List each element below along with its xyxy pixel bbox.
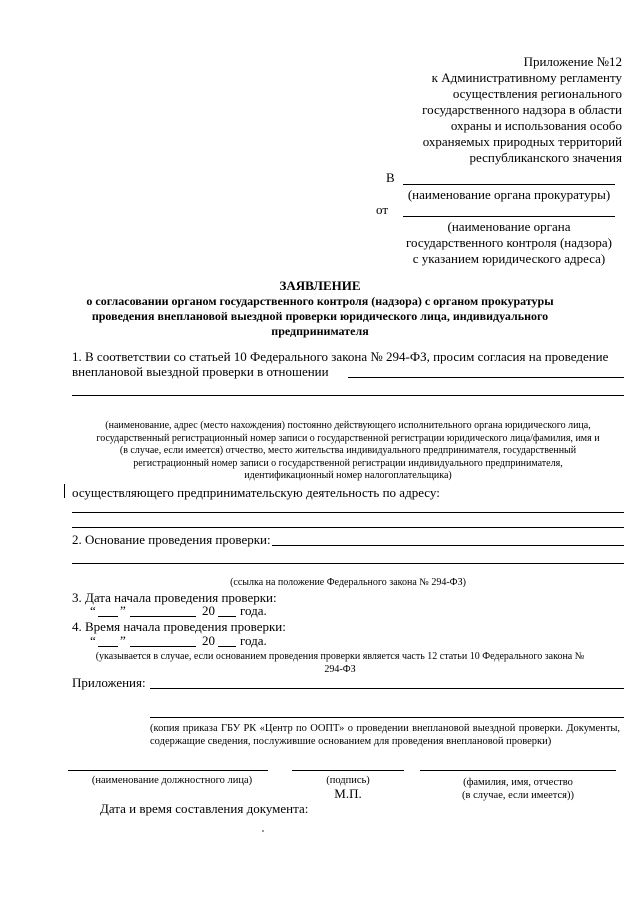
date-quote-open: “ bbox=[90, 603, 96, 618]
time-year-field[interactable] bbox=[218, 646, 236, 647]
section1-line2: внеплановой выездной проверки в отношении bbox=[72, 364, 329, 379]
from-label: от bbox=[376, 202, 389, 217]
basis-field[interactable] bbox=[72, 563, 624, 564]
year-suffix: года. bbox=[240, 603, 267, 618]
activity-address-field[interactable] bbox=[72, 512, 624, 513]
subtitle-line: о согласовании органом государственного контроля (надзора) с органом прокуратуры bbox=[86, 294, 554, 308]
activity-address-field-2[interactable] bbox=[72, 527, 624, 528]
authority-caption-line: с указанием юридического адреса) bbox=[412, 251, 606, 266]
scan-speck bbox=[262, 830, 264, 832]
appendix-header bbox=[322, 54, 622, 166]
to-label: В bbox=[386, 170, 395, 185]
appendix-line: осуществления регионального bbox=[452, 86, 622, 101]
appendix-line: республиканского значения bbox=[469, 150, 622, 165]
appendix-line: охраны и использования особо bbox=[450, 118, 622, 133]
section1-line1: 1. В соответствии со статьей 10 Федерального закона № 294-ФЗ, просим согласия на проведение bbox=[72, 349, 609, 364]
stamp-placeholder: М.П. bbox=[334, 786, 362, 801]
signature-field[interactable] bbox=[292, 770, 404, 771]
year-prefix: 20 bbox=[202, 603, 215, 618]
attachments-field-2[interactable] bbox=[150, 717, 624, 718]
authority-name-field[interactable] bbox=[403, 216, 615, 217]
appendix-line: Приложение №12 bbox=[523, 54, 622, 69]
basis-caption: (ссылка на положение Федерального закона № 294-ФЗ) bbox=[230, 577, 466, 588]
activity-address-label: осуществляющего предпринимательскую деятельность по адресу: bbox=[72, 485, 440, 500]
authority-caption bbox=[400, 219, 618, 267]
margin-mark bbox=[64, 484, 65, 498]
name-caption-line: (фамилия, имя, отчество bbox=[463, 777, 573, 788]
appendix-line: к Административному регламенту bbox=[431, 70, 622, 85]
name-caption-line: (в случае, если имеется)) bbox=[462, 790, 574, 801]
start-time-row bbox=[90, 633, 390, 649]
entity-caption bbox=[66, 420, 630, 483]
subtitle-line: проведения внеплановой выездной проверки юридического лица, индивидуального bbox=[91, 309, 549, 323]
authority-caption-line: государственного контроля (надзора) bbox=[406, 235, 612, 250]
inspected-entity-field-inline[interactable] bbox=[348, 377, 624, 378]
attachments-field[interactable] bbox=[150, 688, 624, 689]
time-month-field[interactable] bbox=[130, 646, 196, 647]
date-quote-close: ” bbox=[120, 603, 126, 618]
appendix-line: охраняемых природных территорий bbox=[422, 134, 622, 149]
name-caption bbox=[420, 776, 616, 802]
year-prefix: 20 bbox=[202, 633, 215, 648]
inspected-entity-field[interactable] bbox=[72, 395, 624, 396]
entity-caption-line: (в случае, если имеется) отчество, место жительства индивидуального предпринимателя, государственный bbox=[119, 445, 577, 456]
time-note-line: 294-ФЗ bbox=[324, 663, 356, 675]
time-note-line: (указывается в случае, если основанием проведения проверки является часть 12 статьи 10 Федерального закона № bbox=[95, 651, 585, 662]
prosecutor-caption: (наименование органа прокуратуры) bbox=[407, 187, 611, 202]
signature-caption: (подпись) bbox=[326, 775, 370, 786]
document-subtitle bbox=[40, 294, 600, 339]
entity-caption-line: государственный регистрационный номер записи о государственной регистрации юридического лица/фамилия, имя и bbox=[96, 432, 600, 444]
start-month-field[interactable] bbox=[130, 616, 196, 617]
section3-label: 3. Дата начала проведения проверки: bbox=[72, 590, 277, 605]
official-caption: (наименование должностного лица) bbox=[91, 775, 253, 786]
date-quote-open: “ bbox=[90, 633, 96, 648]
subtitle-line: предпринимателя bbox=[271, 324, 369, 338]
start-year-field[interactable] bbox=[218, 616, 236, 617]
section4-label: 4. Время начала проведения проверки: bbox=[72, 619, 286, 634]
time-note bbox=[60, 651, 620, 676]
authority-caption-line: (наименование органа bbox=[447, 219, 571, 234]
entity-caption-line: (наименование, адрес (место нахождения) постоянно действующего исполнительного органа юридического лица, bbox=[105, 420, 591, 431]
basis-field-inline[interactable] bbox=[272, 545, 624, 546]
start-date-row bbox=[90, 603, 390, 619]
time-day-field[interactable] bbox=[98, 646, 118, 647]
prosecutor-name-field[interactable] bbox=[403, 184, 615, 185]
year-suffix: года. bbox=[240, 633, 267, 648]
date-quote-close: ” bbox=[120, 633, 126, 648]
official-title-field[interactable] bbox=[68, 770, 268, 771]
attachments-caption: (копия приказа ГБУ РК «Центр по ООПТ» о проведении внеплановой выездной проверки. Документы, содержащие сведения, послужившие основанием для проведения внеплановой проверки) bbox=[150, 723, 620, 747]
entity-caption-line: идентификационный номер налогоплательщика) bbox=[244, 470, 452, 481]
document-datetime-label: Дата и время составления документа: bbox=[100, 801, 309, 816]
document-title: ЗАЯВЛЕНИЕ bbox=[279, 278, 361, 293]
section2-label: 2. Основание проведения проверки: bbox=[72, 532, 271, 547]
appendix-line: государственного надзора в области bbox=[422, 102, 622, 117]
full-name-field[interactable] bbox=[420, 770, 616, 771]
attachments-label: Приложения: bbox=[72, 675, 146, 690]
start-day-field[interactable] bbox=[98, 616, 118, 617]
entity-caption-line: регистрационный номер записи о государственной регистрации индивидуального предпринимателя, bbox=[133, 457, 563, 469]
